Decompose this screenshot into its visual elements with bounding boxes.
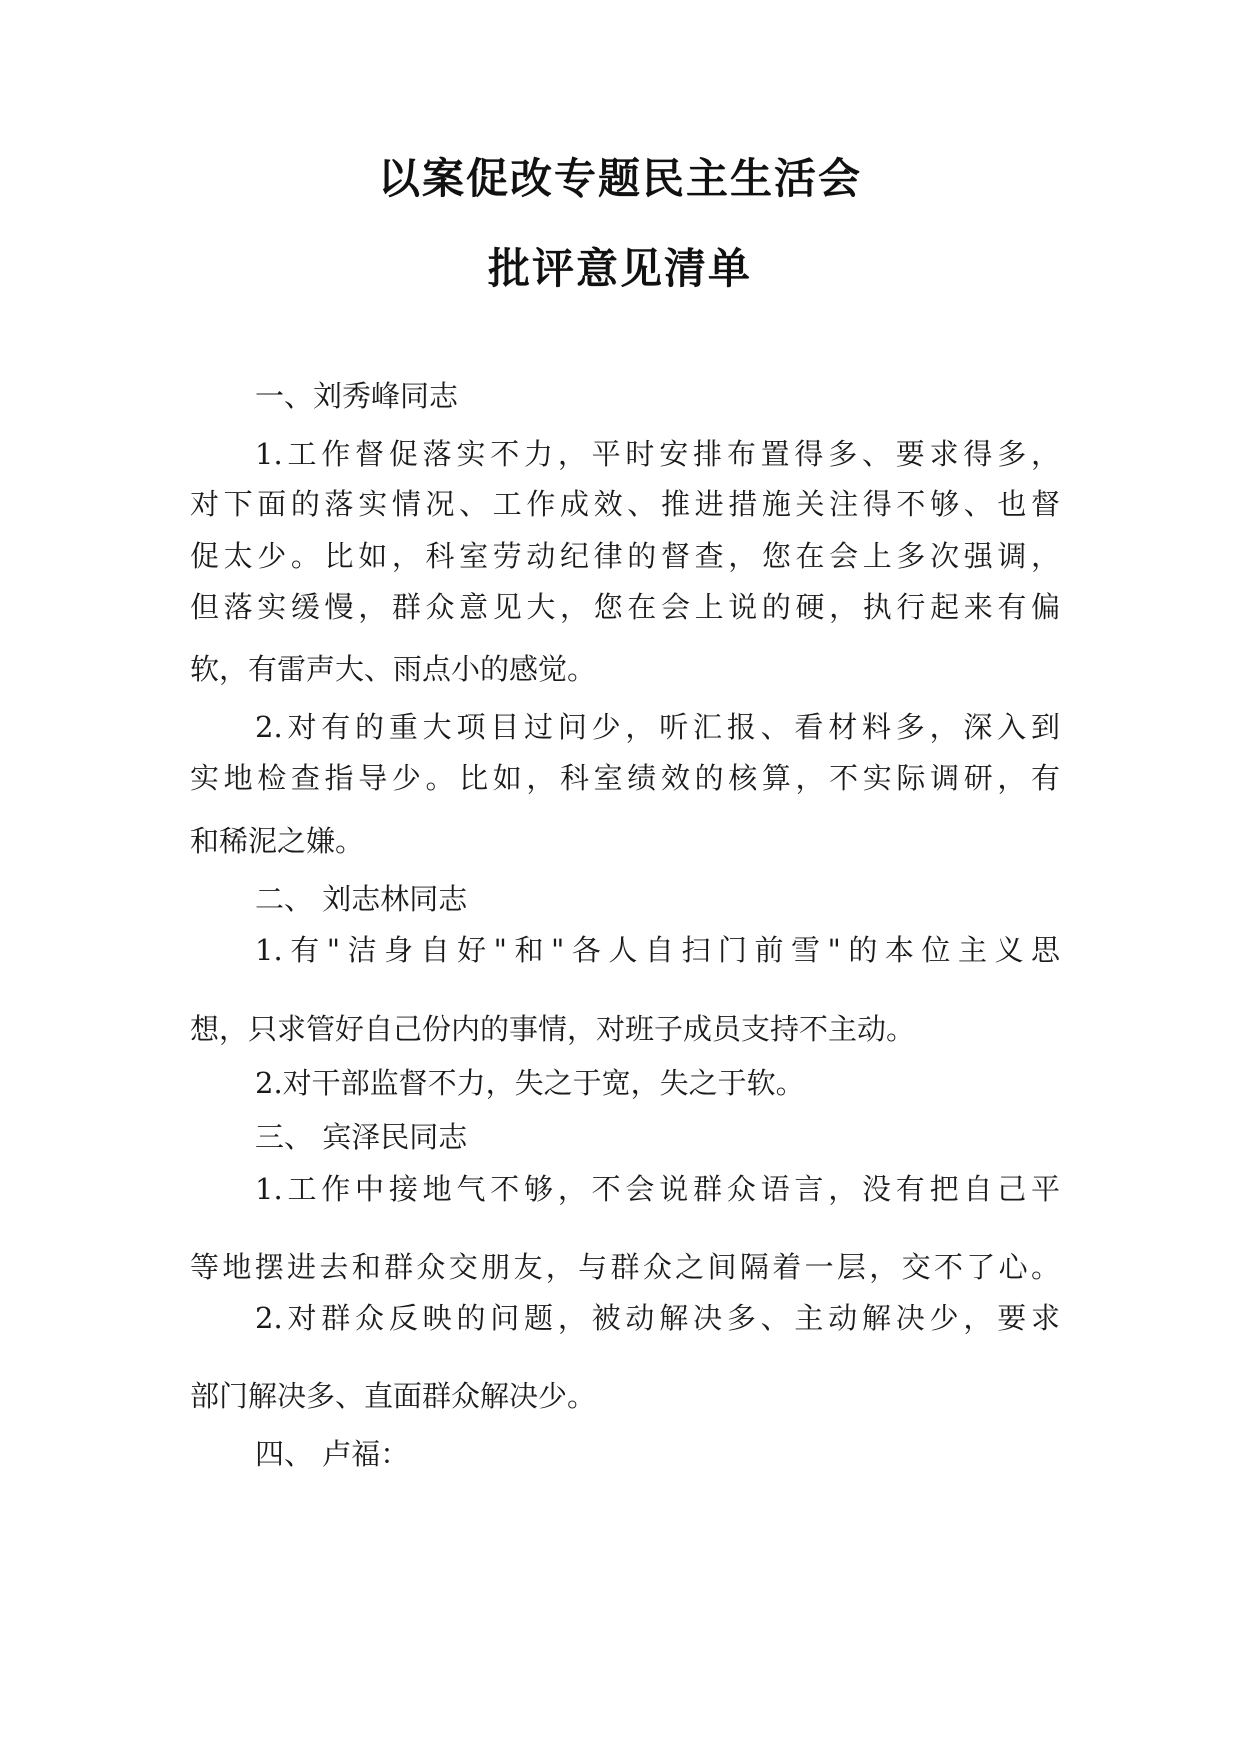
section-heading-2: 二、 刘志林同志 — [255, 882, 468, 916]
paragraph-line: 2.对群众反映的问题，被动解决多、主动解决少，要求 — [255, 1301, 1060, 1335]
paragraph-line: 1.有"洁身自好"和"各人自扫门前雪"的本位主义思 — [255, 933, 1060, 967]
section-heading-1: 一、刘秀峰同志 — [255, 379, 459, 413]
paragraph-line: 实地检查指导少。比如，科室绩效的核算，不实际调研，有 — [190, 761, 1060, 795]
paragraph-line: 和稀泥之嫌。 — [190, 824, 365, 858]
paragraph-line: 但落实缓慢，群众意见大，您在会上说的硬，执行起来有偏 — [190, 590, 1060, 624]
paragraph-line: 部门解决多、直面群众解决少。 — [190, 1379, 597, 1413]
section-heading-4: 四、 卢福： — [255, 1437, 410, 1471]
paragraph-line: 2.对干部监督不力，失之于宽，失之于软。 — [255, 1066, 805, 1100]
paragraph-line: 软，有雷声大、雨点小的感觉。 — [190, 652, 597, 686]
paragraph-line: 1.工作中接地气不够，不会说群众语言，没有把自己平 — [255, 1172, 1060, 1206]
paragraph-line: 1.工作督促落实不力，平时安排布置得多、要求得多， — [255, 437, 1060, 471]
paragraph-line: 促太少。比如，科室劳动纪律的督查，您在会上多次强调， — [190, 539, 1060, 573]
paragraph-line: 对下面的落实情况、工作成效、推进措施关注得不够、也督 — [190, 487, 1060, 521]
section-heading-3: 三、 宾泽民同志 — [255, 1120, 468, 1154]
document-title-line-1: 以案促改专题民主生活会 — [377, 154, 862, 203]
paragraph-line: 2.对有的重大项目过问少，听汇报、看材料多，深入到 — [255, 710, 1060, 744]
document-title-line-2: 批评意见清单 — [487, 244, 752, 293]
paragraph-line: 等地摆进去和群众交朋友，与群众之间隔着一层，交不了心。 — [190, 1250, 1060, 1284]
paragraph-line: 想，只求管好自己份内的事情，对班子成员支持不主动。 — [190, 1012, 916, 1046]
